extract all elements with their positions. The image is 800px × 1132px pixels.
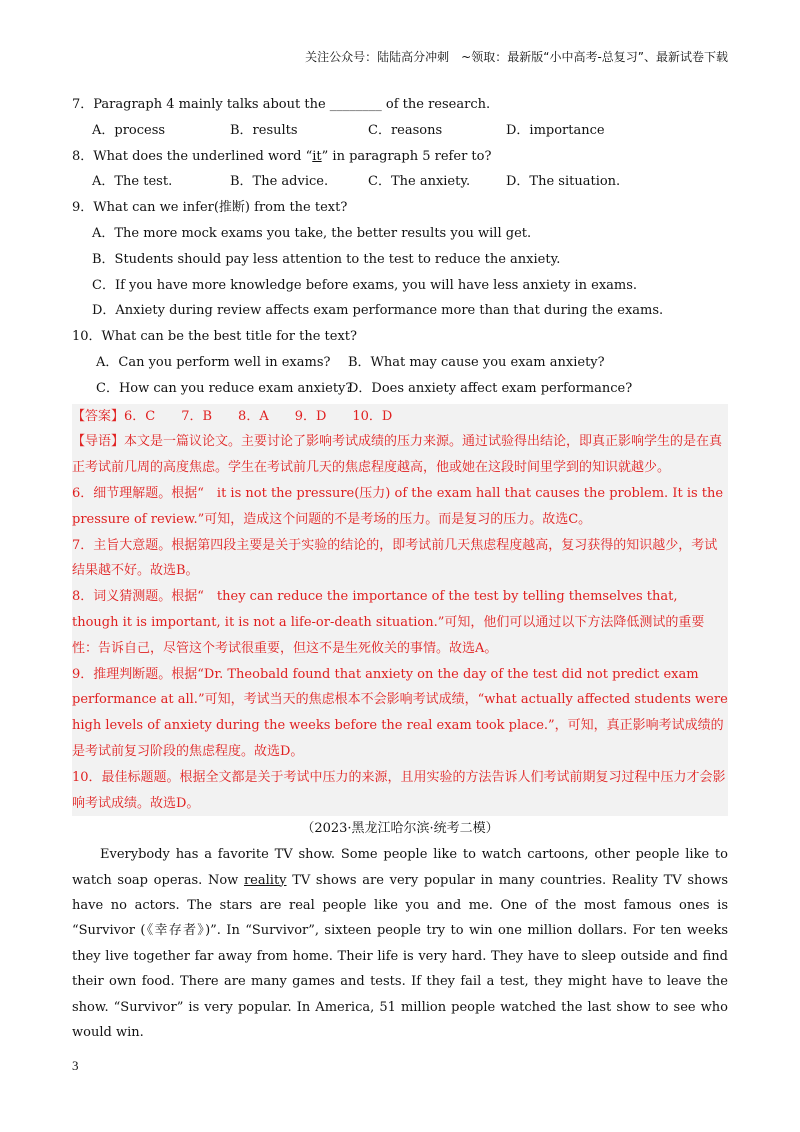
question-8-stem [72,144,728,170]
passage-text-before: Everybody has a favorite TV show. Some people like to watch cartoons, other people like to watch soap operas. Now [72,847,728,888]
explanation-7: 7．主旨大意题。根据第四段主要是关于实验的结论的，即考试前几天焦虑程度越高，复习获得的知识越少，考试结果越不好。故选B。 [72,537,718,579]
answer-block [72,404,728,817]
passage-paragraph [72,842,728,1045]
question-10-options-row-1 [72,350,728,376]
question-10-option-b: B．What may cause you exam anxiety? [348,354,605,370]
question-7-option-a: A．process [92,122,166,138]
question-9-option-d: D．Anxiety during review affects exam performance more than that during the exams. [92,303,664,319]
question-8-option-b: B．The advice. [230,174,329,190]
question-9-option-b: B．Students should pay less attention to the test to reduce the anxiety. [92,251,561,267]
question-8-options [72,169,728,195]
answer-key: 【答案】6．C 7．B 8．A 9．D 10．D [72,408,393,424]
passage-underlined-word: reality [243,872,287,888]
question-10-option-a: A．Can you perform well in exams? [96,354,331,370]
page-header: 关注公众号：陆陆高分冲刺 ~领取：最新版“小中高考-总复习”、最新试卷下载 [305,50,728,64]
explanation-9: 9．推理判断题。根据“Dr. Theobald found that anxiety on the day of the test did not predict exam performance at all.”可知，考试当天的焦虑根本不会影响考试成绩，“what actually affected students were high levels of anxiety during the weeks before the real exam took place.”，可知，真正影响考试成绩的是考试前复习阶段的焦虑程度。故选D。 [72,666,728,759]
explanation-10: 10．最佳标题题。根据全文都是关于考试中压力的来源，且用实验的方法告诉人们考试前期复习过程中压力才会影响考试成绩。故选D。 [72,769,726,811]
answer-guide: 【导语】本文是一篇议论文。主要讨论了影响考试成绩的压力来源。通过试验得出结论，即真正影响学生的是在真正考试前几周的高度焦虑。学生在考试前几天的焦虑程度越高，他或她在这段时间里学到的知识就越少。 [72,434,723,476]
question-8-stem-before: 8．What does the underlined word “ [72,148,313,164]
page-content [72,92,728,1045]
question-10-stem: 10．What can be the best title for the text? [72,329,357,345]
question-7-option-d: D．importance [506,122,605,138]
question-10-option-d: D．Does anxiety affect exam performance? [348,380,633,396]
question-7-option-c: C．reasons [368,122,443,138]
question-8-option-a: A．The test. [92,174,173,190]
page-number: 3 [72,1058,79,1073]
passage-text-after: TV shows are very popular in many countries. Reality TV shows have no actors. The stars are real people like you and me. One of the most famous ones is “Survivor (《幸存者》)”. In “Survivor”, sixteen people try to win one million dollars. For ten weeks they live together far away from home. Their life is very hard. They have to sleep outside and find their own food. There are many games and tests. If they fail a test, they might have to leave the show. “Survivor” is very popular. In America, 51 million people watched the last show to see who would win. [72,872,728,1040]
question-9-stem: 9．What can we infer(推断) from the text? [72,200,348,216]
question-8-option-d: D．The situation. [506,174,621,190]
question-8-underlined-word: it [312,148,322,164]
question-9-option-a: A．The more mock exams you take, the better results you will get. [92,225,532,241]
question-8-option-c: C．The anxiety. [368,174,471,190]
question-10-option-c: C．How can you reduce exam anxiety? [96,380,353,396]
explanation-8: 8．词义猜测题。根据“ they can reduce the importance of the test by telling themselves that, though it is important, it is not a life-or-death situation.”可知，他们可以通过以下方法降低测试的重要性：告诉自己，尽管这个考试很重要，但这不是生死攸关的事情。故选A。 [72,589,705,656]
reading-passage [72,842,728,1045]
question-7-options [72,118,728,144]
explanation-6: 6．细节理解题。根据“ it is not the pressure(压力) of the exam hall that causes the problem. It is the pressure of review.”可知，造成这个问题的不是考场的压力。而是复习的压力。故选C。 [72,485,724,527]
question-7-stem: 7．Paragraph 4 mainly talks about the ________ of the research. [72,97,491,112]
question-7-option-b: B．results [230,122,298,138]
question-8-stem-after: ” in paragraph 5 refer to? [321,148,492,164]
question-9-option-c: C．If you have more knowledge before exams, you will have less anxiety in exams. [92,277,638,293]
passage-source: （2023·黑龙江哈尔滨·统考二模） [301,821,499,837]
question-10-options-row-2 [72,376,728,402]
